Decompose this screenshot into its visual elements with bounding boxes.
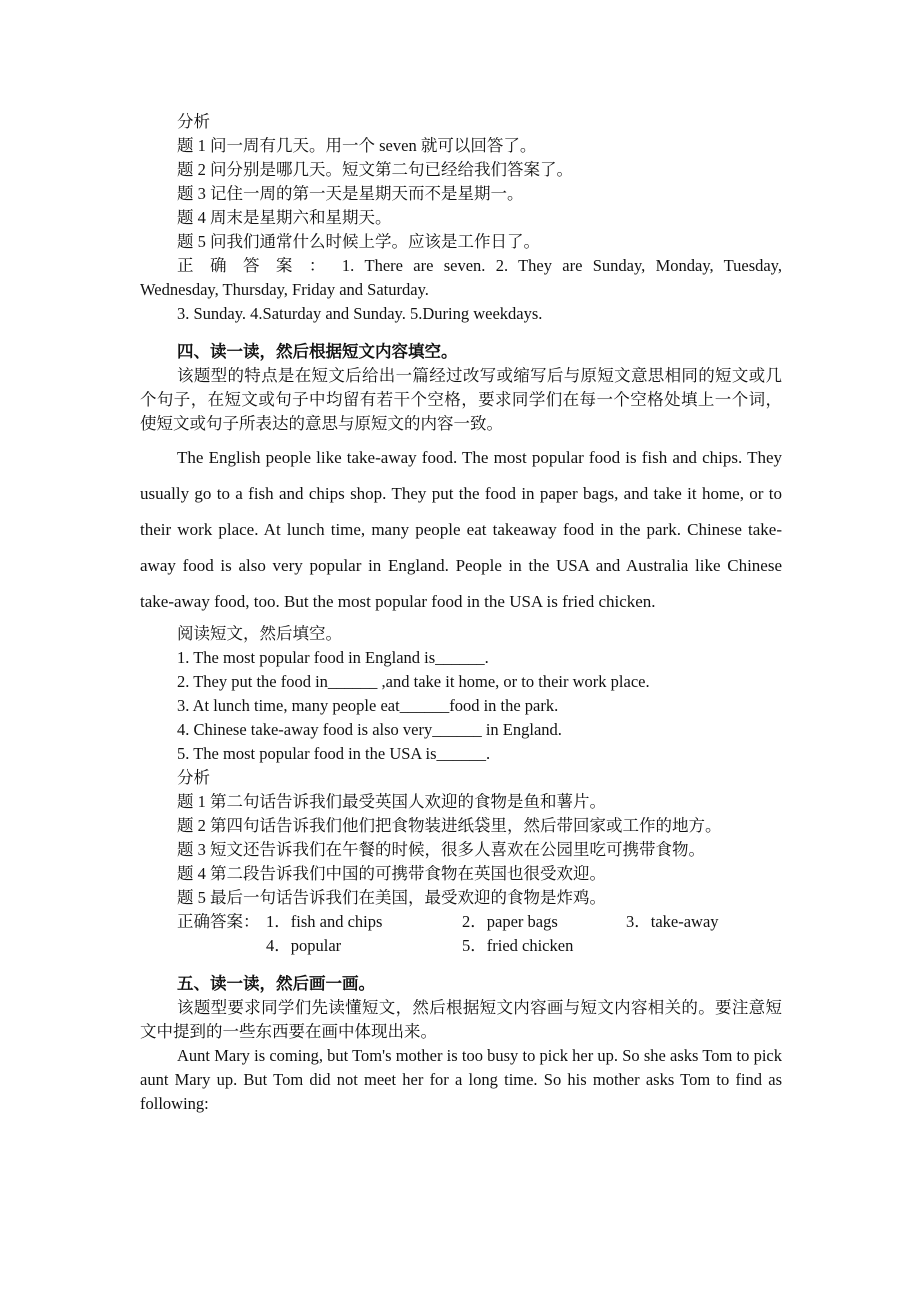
answers-label: 正确答案： <box>177 912 260 931</box>
instruction: 阅读短文，然后填空。 <box>177 624 342 643</box>
analysis-title: 分析 <box>177 112 210 131</box>
section-description: 该题型要求同学们先读懂短文，然后根据短文内容画与短文内容相关的。要注意短文中提到的一些东西要在画中体现出来。 <box>140 998 782 1041</box>
answer-item: 4．popular <box>266 936 342 955</box>
analysis-item: 题 2 问分别是哪几天。短文第二句已经给我们答案了。 <box>177 160 573 179</box>
question: 3. At lunch time, many people eat______food in the park. <box>177 696 559 715</box>
analysis-item: 题 4 周末是星期六和星期天。 <box>177 208 392 227</box>
answer-item: 3．take-away <box>626 912 719 931</box>
section-heading: 五、读一读，然后画一画。 <box>177 974 375 993</box>
question: 4. Chinese take-away food is also very______ in England. <box>177 720 562 739</box>
section-heading: 四、读一读，然后根据短文内容填空。 <box>177 342 458 361</box>
spacer <box>140 326 782 340</box>
answer-line: Wednesday, Thursday, Friday and Saturday. <box>140 280 429 299</box>
answer-item: 1．fish and chips <box>266 912 383 931</box>
analysis-item: 题 2 第四句话告诉我们他们把食物装进纸袋里，然后带回家或工作的地方。 <box>177 816 722 835</box>
analysis-item: 题 1 问一周有几天。用一个 seven 就可以回答了。 <box>177 136 537 155</box>
analysis-item: 题 5 问我们通常什么时候上学。应该是工作日了。 <box>177 232 540 251</box>
reading-passage: Aunt Mary is coming, but Tom's mother is too busy to pick her up. So she asks Tom to pick aunt Mary up. But Tom did not meet her for a long time. So his mother asks Tom to find as following: <box>140 1046 782 1113</box>
answer-line: 正 确 答 案 ： 1. There are seven. 2. They are Sunday, Monday, Tuesday, <box>177 256 782 275</box>
analysis-item: 题 3 记住一周的第一天是星期天而不是星期一。 <box>177 184 524 203</box>
section-description: 该题型的特点是在短文后给出一篇经过改写或缩写后与原短文意思相同的短文或几个句子，在短文或句子中均留有若干个空格，要求同学们在每一个空格处填上一个词，使短文或句子所表达的意思与原短文的内容一致。 <box>140 366 782 433</box>
question: 2. They put the food in______ ,and take it home, or to their work place. <box>177 672 650 691</box>
question: 5. The most popular food in the USA is______. <box>177 744 491 763</box>
analysis-title: 分析 <box>177 768 210 787</box>
answer-item: 2．paper bags <box>462 912 558 931</box>
question: 1. The most popular food in England is______. <box>177 648 489 667</box>
reading-passage: The English people like take-away food. The most popular food is fish and chips. They usually go to a fish and chips shop. They put the food in paper bags, and take it home, or to their work place. At lunch time, many people eat takeaway food in the park. Chinese take-away food is also very popular in England. People in the USA and Australia like Chinese take-away food, too. But the most popular food in the USA is fried chicken. <box>140 448 782 611</box>
analysis-item: 题 3 短文还告诉我们在午餐的时候，很多人喜欢在公园里吃可携带食物。 <box>177 840 705 859</box>
document-page <box>140 110 782 1116</box>
analysis-item: 题 4 第二段告诉我们中国的可携带食物在英国也很受欢迎。 <box>177 864 606 883</box>
analysis-item: 题 1 第二句话告诉我们最受英国人欢迎的食物是鱼和薯片。 <box>177 792 606 811</box>
spacer <box>140 958 782 972</box>
analysis-item: 题 5 最后一句话告诉我们在美国，最受欢迎的食物是炸鸡。 <box>177 888 606 907</box>
answer-grid <box>140 910 782 958</box>
answer-line: 3. Sunday. 4.Saturday and Sunday. 5.During weekdays. <box>177 304 543 323</box>
answer-item: 5．fried chicken <box>462 936 574 955</box>
